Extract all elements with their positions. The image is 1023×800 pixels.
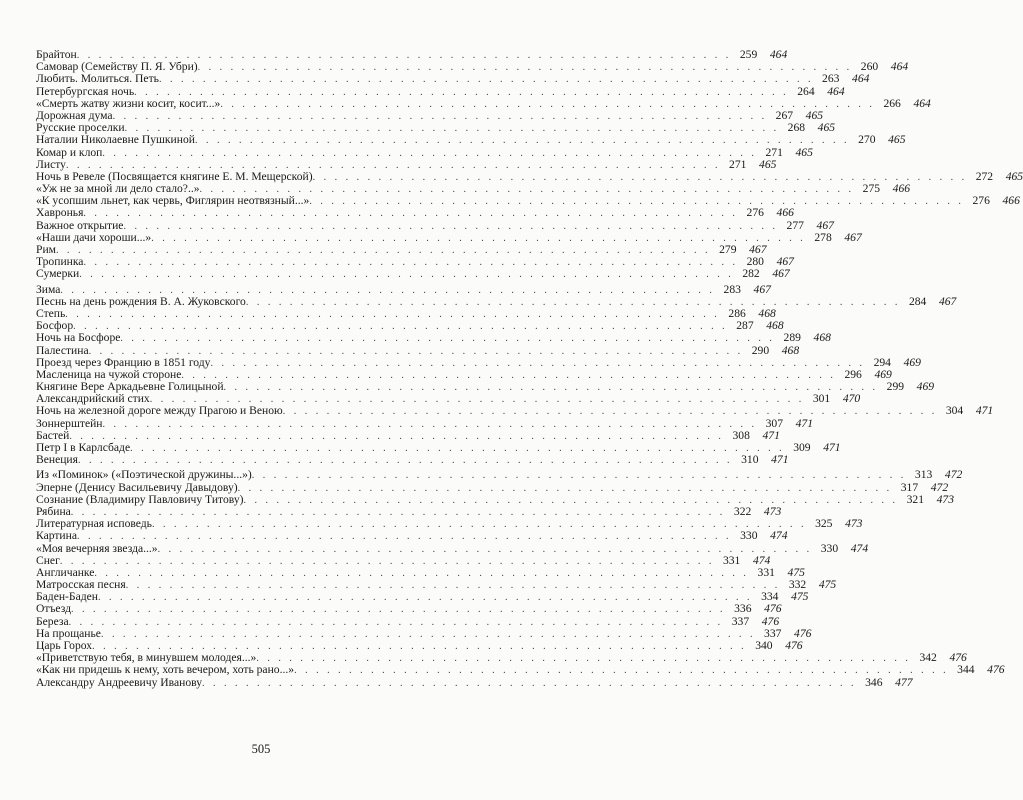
toc-entry-page: 263: [822, 72, 840, 86]
toc-entry-title: Бастей: [36, 428, 70, 442]
dot-leader: [125, 123, 780, 135]
toc-entry: [36, 343, 800, 357]
toc-entry-page: 330: [740, 529, 758, 543]
toc-entry-title: «К усопшим льнет, как червь, Фиглярин неотвязный...»: [36, 194, 310, 208]
dot-leader: [78, 455, 733, 467]
toc-entry-page: 325: [815, 517, 833, 531]
toc-entry-note-page: 468: [758, 306, 776, 320]
toc-entry-note-page: 471: [762, 428, 780, 442]
toc-entry-note-page: 476: [949, 651, 967, 665]
toc-entry-page: 271: [729, 157, 747, 171]
dot-leader: [101, 629, 756, 641]
toc-entry-page: 346: [865, 675, 883, 689]
toc-entry-title: Сумерки: [36, 267, 80, 281]
toc-entry-title: Картина: [36, 529, 77, 543]
toc-entry-page: 280: [746, 255, 764, 269]
toc-entry-page: 340: [755, 639, 773, 652]
toc-entry-note-page: 467: [938, 294, 957, 308]
toc-entry: [36, 194, 1020, 208]
toc-entry: [36, 541, 869, 555]
toc-entry: [36, 675, 913, 689]
toc-entry-page: 277: [786, 218, 804, 232]
toc-entry: [36, 282, 771, 296]
toc-entry-note-page: 469: [916, 380, 935, 394]
toc-entry-page: 304: [945, 404, 964, 418]
toc-entry-note-page: 467: [772, 267, 790, 281]
toc-entry: [36, 626, 812, 640]
toc-entry: [36, 468, 963, 482]
dot-leader: [210, 358, 865, 370]
dot-leader: [134, 87, 789, 99]
toc-entry-title: Масленица на чужой стороне: [36, 367, 182, 381]
toc-entry-title: Александрийский стих: [36, 392, 150, 406]
toc-entry-note-page: 476: [785, 639, 803, 652]
toc-entry-page: 264: [797, 84, 815, 98]
dot-leader: [252, 470, 907, 482]
toc-entry-title: Александру Андреевичу Иванову: [36, 675, 203, 689]
toc-entry-title: Петербургская ночь: [36, 84, 135, 98]
toc-entry-title: Царь Горох: [36, 639, 93, 652]
toc-entry: [36, 294, 957, 308]
toc-entry-note-page: 464: [769, 48, 788, 61]
dot-leader: [283, 406, 938, 418]
toc-entry-note-page: 467: [749, 243, 767, 256]
toc-entry-note-page: 476: [761, 614, 780, 628]
toc-entry-title: Из «Поминок» («Поэтической дружины...»): [36, 468, 252, 482]
toc-entry-note-page: 465: [1005, 169, 1023, 183]
toc-entry-note-page: 466: [1002, 194, 1020, 208]
toc-entry-page: 282: [742, 267, 760, 281]
toc-entry: [36, 230, 862, 244]
toc-entry: [36, 306, 776, 320]
toc-entry-note-page: 464: [890, 60, 909, 74]
toc-entry-title: Наталии Николаевне Пушкиной: [36, 133, 195, 147]
toc-entry: [36, 492, 954, 506]
toc-entry-title: «Смерть жатву жизни косит, косит...»: [36, 96, 221, 110]
toc-entry-title: «Уж не за мной ли дело стало?..»: [36, 182, 200, 196]
toc-entry-note-page: 473: [763, 504, 782, 518]
toc-entry-note-page: 464: [852, 72, 870, 86]
toc-entry-page: 336: [734, 602, 752, 616]
toc-entry-page: 322: [733, 504, 752, 518]
toc-entry-title: «Как ни придешь к нему, хоть вечером, хоть рано...»: [36, 663, 295, 677]
toc-entry-page: 279: [719, 243, 737, 256]
toc-entry-page: 308: [732, 428, 750, 442]
toc-entry-title: Рим: [36, 243, 56, 256]
toc-entry-note-page: 465: [795, 145, 813, 159]
dot-leader: [224, 382, 879, 394]
dot-leader: [130, 443, 785, 455]
toc-entry-note-page: 466: [776, 206, 794, 220]
toc-entry-title: Баден-Баден: [36, 590, 98, 604]
toc-entry-title: Ночь на Босфоре: [36, 331, 121, 345]
toc-entry: [36, 331, 831, 345]
dot-leader: [309, 196, 964, 208]
dot-leader: [60, 556, 715, 568]
dot-leader: [79, 269, 734, 281]
toc-entry-page: 276: [746, 206, 764, 220]
toc-entry: [36, 480, 949, 494]
dot-leader: [94, 568, 749, 580]
toc-entry-page: 310: [741, 453, 759, 467]
toc-entry-title: Комар и клоп: [36, 145, 103, 159]
dot-leader: [126, 580, 781, 592]
toc-entry: [36, 529, 788, 543]
toc-entry-note-page: 465: [759, 157, 777, 171]
dot-leader: [238, 483, 893, 495]
toc-entry-title: Босфор: [36, 319, 74, 333]
toc-entry-note-page: 467: [816, 218, 834, 232]
toc-entry-title: Рябина: [36, 504, 71, 518]
toc-entry: [36, 255, 794, 269]
dot-leader: [69, 431, 724, 443]
toc-entry: [36, 441, 841, 454]
toc-entry-page: 301: [812, 392, 831, 406]
toc-entry-title: Брайтон: [36, 48, 77, 61]
toc-entry-page: 268: [787, 121, 806, 135]
toc-entry: [36, 72, 870, 86]
toc-entry: [36, 663, 1005, 677]
toc-entry-note-page: 465: [805, 108, 824, 122]
toc-entry-title: Тропинка: [36, 255, 84, 269]
toc-entry: [36, 602, 782, 616]
toc-entry-note-page: 469: [874, 367, 892, 381]
toc-entry-title: Англичанке: [36, 565, 95, 579]
dot-leader: [256, 653, 911, 665]
toc-entry-page: 342: [919, 651, 937, 665]
toc-entry-title: Русские проселки: [36, 121, 125, 135]
toc-entry-title: На прощанье: [36, 626, 101, 640]
toc-entry-page: 337: [731, 614, 750, 628]
dot-leader: [77, 531, 732, 543]
toc-entry-page: 290: [751, 343, 770, 357]
toc-entry-note-page: 465: [817, 121, 836, 135]
toc-entry-note-page: 473: [936, 492, 954, 506]
toc-entry-page: 260: [860, 60, 879, 74]
toc-entry-page: 276: [972, 194, 990, 208]
dot-leader: [69, 617, 724, 629]
dot-leader: [113, 111, 768, 123]
toc-entry-page: 337: [764, 626, 782, 640]
toc-entry: [36, 453, 789, 467]
toc-entry-title: Сознание (Владимиру Павловичу Титову): [36, 492, 244, 506]
toc-entry-page: 266: [883, 96, 901, 110]
toc-entry-page: 321: [906, 492, 924, 506]
toc-entry-page: 307: [765, 416, 784, 430]
dot-leader: [198, 62, 853, 74]
toc-entry: [36, 416, 814, 430]
dot-leader: [181, 370, 836, 382]
dot-leader: [159, 74, 814, 86]
toc-entry-note-page: 464: [913, 96, 931, 110]
toc-entry: [36, 578, 837, 592]
toc-entry-note-page: 471: [975, 404, 994, 418]
dot-leader: [195, 135, 850, 147]
toc-entry-page: 334: [761, 590, 779, 604]
toc-entry: [36, 590, 809, 604]
toc-entry-note-page: 476: [764, 602, 782, 616]
toc-entry-page: 331: [722, 553, 741, 567]
dot-leader: [123, 221, 778, 233]
toc-entry-note-page: 467: [753, 282, 771, 296]
table-of-contents: [36, 48, 1023, 689]
toc-entry: [36, 404, 994, 418]
toc-entry: [36, 614, 780, 628]
toc-entry-page: 283: [723, 282, 741, 296]
toc-entry-note-page: 465: [888, 133, 906, 147]
toc-entry-note-page: 467: [844, 230, 862, 244]
toc-entry-title: Матросская песня: [36, 578, 126, 592]
toc-entry-page: 299: [886, 380, 905, 394]
dot-leader: [103, 419, 758, 431]
toc-entry-note-page: 475: [791, 590, 809, 604]
toc-entry-page: 294: [873, 355, 891, 369]
toc-entry-note-page: 477: [895, 675, 913, 689]
toc-entry-note-page: 472: [930, 480, 949, 494]
dot-leader: [73, 321, 728, 333]
toc-entry-page: 296: [844, 367, 862, 381]
toc-entry-page: 275: [862, 182, 881, 196]
toc-entry-title: «Приветствую тебя, в минувшем молодея...»: [36, 651, 257, 665]
toc-entry-note-page: 476: [794, 626, 812, 640]
toc-entry-note-page: 474: [752, 553, 771, 567]
toc-entry-page: 287: [736, 319, 754, 333]
toc-entry-title: Эперне (Денису Васильевичу Давыдову): [36, 480, 238, 494]
dot-leader: [65, 309, 720, 321]
toc-entry-note-page: 468: [781, 343, 800, 357]
toc-entry-title: Венеция: [36, 453, 78, 467]
toc-entry-page: 272: [975, 169, 994, 183]
toc-entry-note-page: 471: [795, 416, 814, 430]
toc-entry-title: Зима: [36, 282, 61, 296]
dot-leader: [56, 245, 711, 257]
toc-entry: [36, 145, 813, 159]
toc-entry-title: Листу: [36, 157, 66, 171]
toc-entry-page: 313: [914, 468, 933, 482]
toc-entry-note-page: 474: [770, 529, 788, 543]
toc-entry-title: Проезд через Францию в 1851 году: [36, 355, 211, 369]
dot-leader: [244, 495, 899, 507]
toc-entry-title: «Моя вечерняя звезда...»: [36, 541, 158, 555]
toc-entry-title: Палестина: [36, 343, 89, 357]
toc-entry-note-page: 475: [818, 578, 837, 592]
toc-entry-title: Важное открытие: [36, 218, 124, 232]
toc-entry-title: Любить. Молиться. Петь: [36, 72, 159, 86]
dot-leader: [71, 507, 726, 519]
toc-entry-page: 259: [739, 48, 758, 61]
toc-entry-title: Петр I в Карлсбаде: [36, 441, 131, 454]
dot-leader: [98, 592, 753, 604]
toc-entry-page: 289: [783, 331, 801, 345]
dot-leader: [83, 208, 738, 220]
toc-entry-title: Литературная исповедь: [36, 517, 152, 531]
dot-leader: [120, 333, 775, 345]
toc-entry-note-page: 475: [787, 565, 805, 579]
toc-entry-note-page: 468: [813, 331, 831, 345]
toc-entry-page: 267: [775, 108, 794, 122]
toc-entry-note-page: 468: [766, 319, 784, 333]
toc-entry-note-page: 469: [903, 355, 921, 369]
toc-entry-note-page: 466: [892, 182, 911, 196]
toc-entry-page: 278: [814, 230, 832, 244]
toc-entry-title: Песнь на день рождения В. А. Жуковского: [36, 294, 246, 308]
dot-leader: [294, 665, 949, 677]
toc-entry-title: Дорожная дума: [36, 108, 113, 122]
toc-entry-title: Зоннерштейн: [36, 416, 103, 430]
toc-entry-page: 286: [728, 306, 746, 320]
dot-leader: [152, 519, 807, 531]
dot-leader: [151, 233, 806, 245]
toc-entry-page: 317: [900, 480, 919, 494]
toc-entry-title: Княгине Вере Аркадьевне Голицыной: [36, 380, 224, 394]
toc-entry-note-page: 472: [944, 468, 963, 482]
toc-entry-note-page: 476: [987, 663, 1005, 677]
toc-entry-title: Ночь на железной дороге между Прагою и Веною: [36, 404, 283, 418]
toc-entry: [36, 517, 863, 531]
toc-entry: [36, 206, 794, 220]
page-number: 505: [251, 742, 271, 756]
toc-entry-title: «Наши дачи хороши...»: [36, 230, 152, 244]
toc-entry-title: Снег: [36, 553, 60, 567]
toc-entry-note-page: 467: [776, 255, 794, 269]
dot-leader: [202, 678, 857, 690]
toc-entry-title: Хавронья: [36, 206, 84, 220]
dot-leader: [83, 257, 738, 269]
toc-entry-title: Самовар (Семейству П. Я. Убри): [36, 60, 198, 74]
toc-entry: [36, 218, 834, 232]
toc-entry: [36, 243, 767, 256]
toc-entry: [36, 84, 845, 98]
toc-entry-page: 284: [908, 294, 927, 308]
toc-entry-page: 331: [757, 565, 775, 579]
toc-entry-title: Береза: [36, 614, 69, 628]
toc-entry-page: 270: [858, 133, 876, 147]
toc-entry-note-page: 471: [823, 441, 841, 454]
toc-entry-title: Степь: [36, 306, 66, 320]
toc-entry-page: 332: [788, 578, 807, 592]
toc-entry-title: Ночь в Ревеле (Посвящается княгине Е. М. Мещерской): [36, 169, 313, 183]
dot-leader: [246, 297, 901, 309]
toc-entry-page: 309: [793, 441, 811, 454]
toc-entry: [36, 553, 771, 567]
toc-entry-note-page: 470: [842, 392, 861, 406]
toc-entry-note-page: 471: [771, 453, 789, 467]
dot-leader: [71, 604, 726, 616]
toc-entry-title: Отъезд: [36, 602, 71, 616]
toc-entry: [36, 267, 790, 281]
toc-entry-note-page: 473: [845, 517, 863, 531]
toc-entry-page: 330: [820, 541, 839, 555]
toc-entry: [36, 133, 906, 147]
dot-leader: [102, 148, 757, 160]
toc-entry-note-page: 474: [850, 541, 869, 555]
toc-entry-note-page: 464: [827, 84, 845, 98]
toc-entry-page: 271: [765, 145, 783, 159]
toc-entry-page: 344: [957, 663, 975, 677]
